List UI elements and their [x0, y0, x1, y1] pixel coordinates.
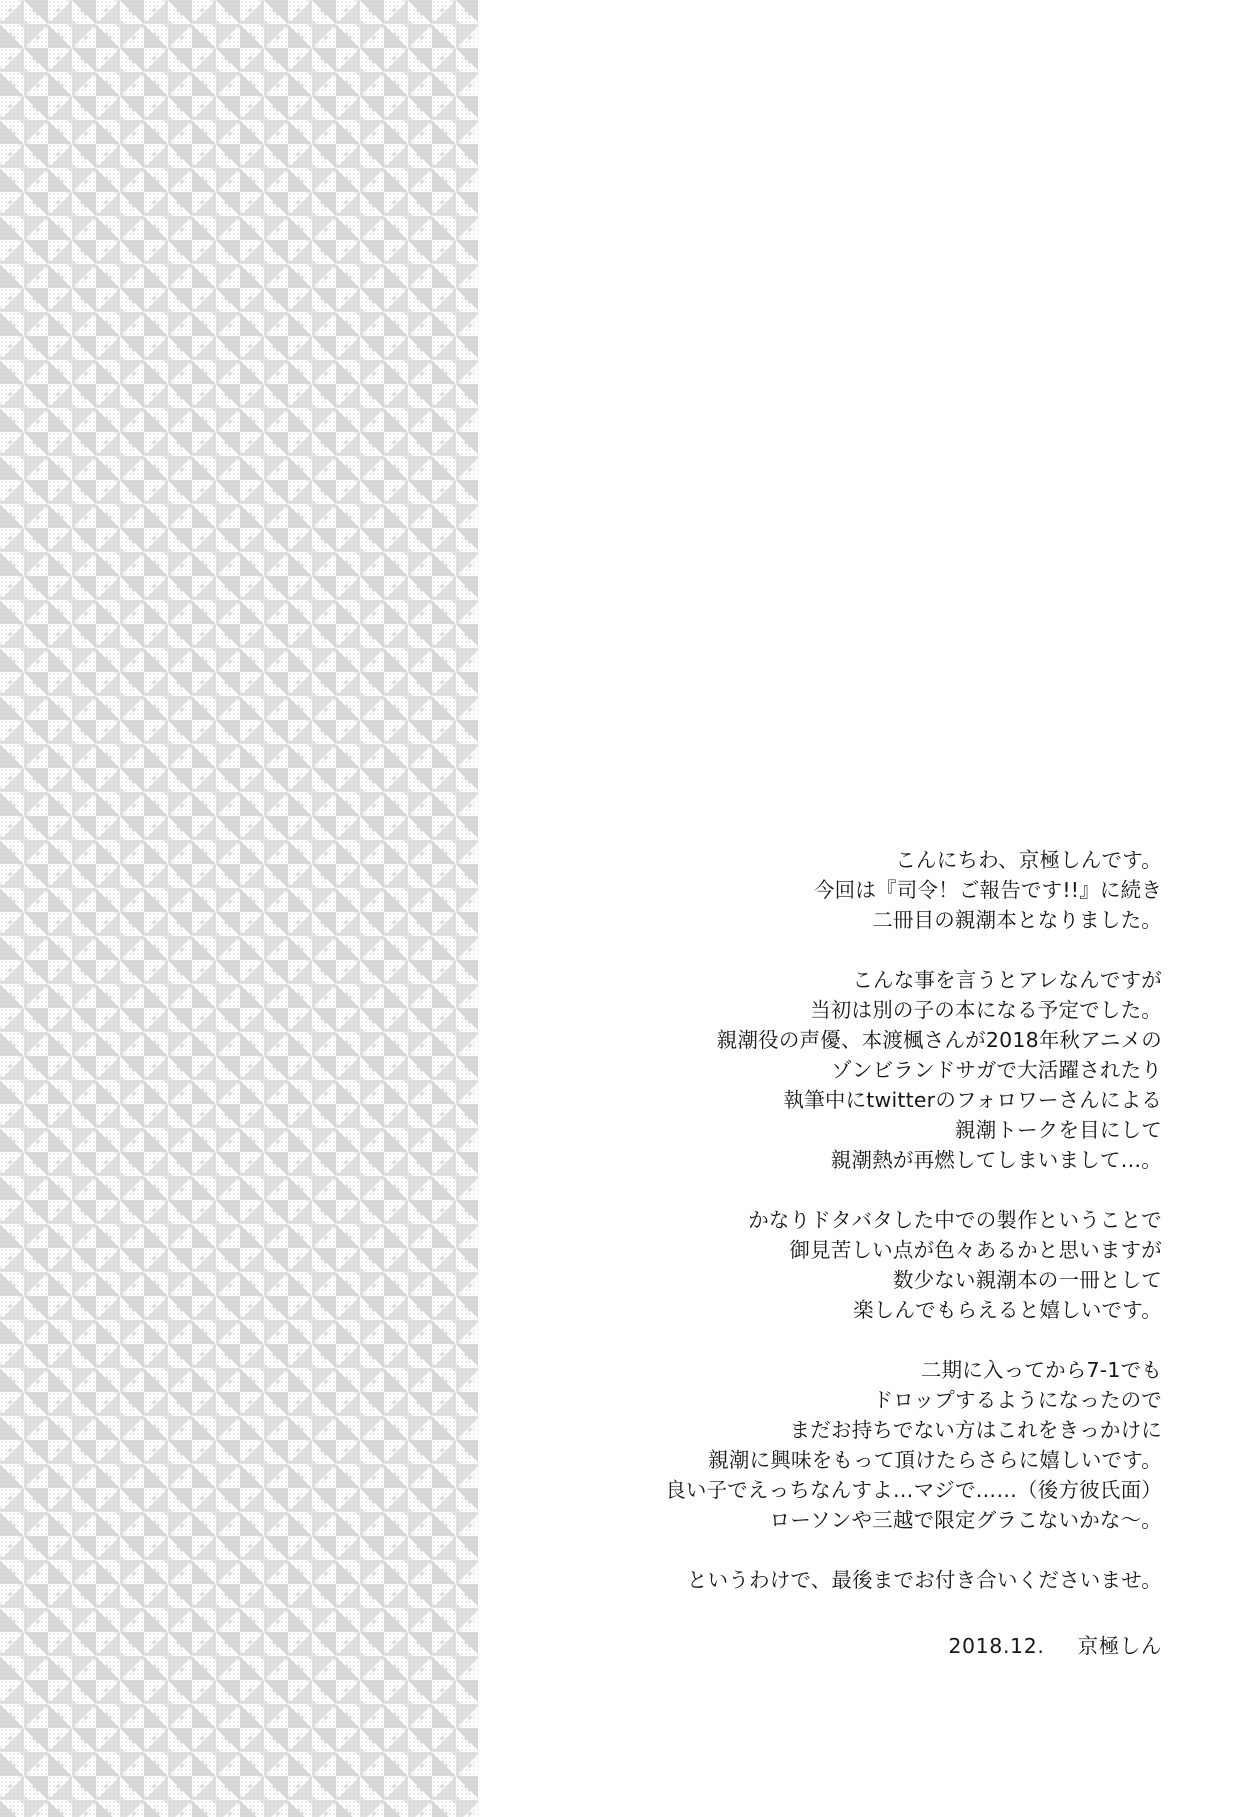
- afterword-paragraph: [500, 1355, 1200, 1535]
- signature-author: 京極しん: [1077, 1634, 1162, 1658]
- afterword-line: 二冊目の親潮本となりました。: [872, 908, 1162, 932]
- afterword-line: こんにちわ、京極しんです。: [895, 848, 1162, 872]
- afterword-line: 今回は『司令！ご報告です!!』に続き: [813, 878, 1162, 902]
- afterword-line: 御見苦しい点が色々あるかと思いますが: [789, 1238, 1162, 1262]
- afterword-line: 親潮トークを目にして: [955, 1118, 1162, 1142]
- afterword-line: 親潮役の声優、本渡楓さんが2018年秋アニメの: [716, 1028, 1162, 1052]
- afterword-paragraph: [500, 965, 1200, 1175]
- afterword-line: 二期に入ってから7-1でも: [920, 1358, 1162, 1382]
- afterword-line: 当初は別の子の本になる予定でした。: [810, 998, 1162, 1022]
- afterword-line: ドロップするようになったので: [872, 1388, 1162, 1412]
- afterword-line: こんな事を言うとアレなんですが: [852, 968, 1162, 992]
- afterword-line: ゾンビランドサガで大活躍されたり: [831, 1058, 1162, 1082]
- afterword-text-block: [500, 845, 1200, 1661]
- afterword-line: 執筆中にtwitterのフォロワーさんによる: [783, 1088, 1162, 1112]
- afterword-paragraph: [500, 845, 1200, 935]
- afterword-line: 良い子でえっちなんすよ…マジで……（後方彼氏面）: [665, 1478, 1162, 1502]
- afterword-signature: [500, 1631, 1200, 1661]
- signature-date: 2018.12.: [948, 1634, 1045, 1658]
- houndstooth-pattern-panel: [0, 0, 478, 1817]
- afterword-line: 数少ない親潮本の一冊として: [892, 1268, 1162, 1292]
- afterword-line: 親潮に興味をもって頂けたらさらに嬉しいです。: [708, 1448, 1162, 1472]
- afterword-closing-line: というわけで、最後までお付き合いくださいませ。: [686, 1568, 1162, 1592]
- afterword-paragraph: [500, 1205, 1200, 1325]
- afterword-line: まだお持ちでない方はこれをきっかけに: [789, 1418, 1162, 1442]
- afterword-line: 親潮熱が再燃してしまいまして…。: [830, 1148, 1162, 1172]
- afterword-line: 楽しんでもらえると嬉しいです。: [853, 1298, 1162, 1322]
- afterword-line: ローソンや三越で限定グラこないかな〜。: [769, 1508, 1162, 1532]
- afterword-line: かなりドタバタした中での製作ということで: [748, 1208, 1162, 1232]
